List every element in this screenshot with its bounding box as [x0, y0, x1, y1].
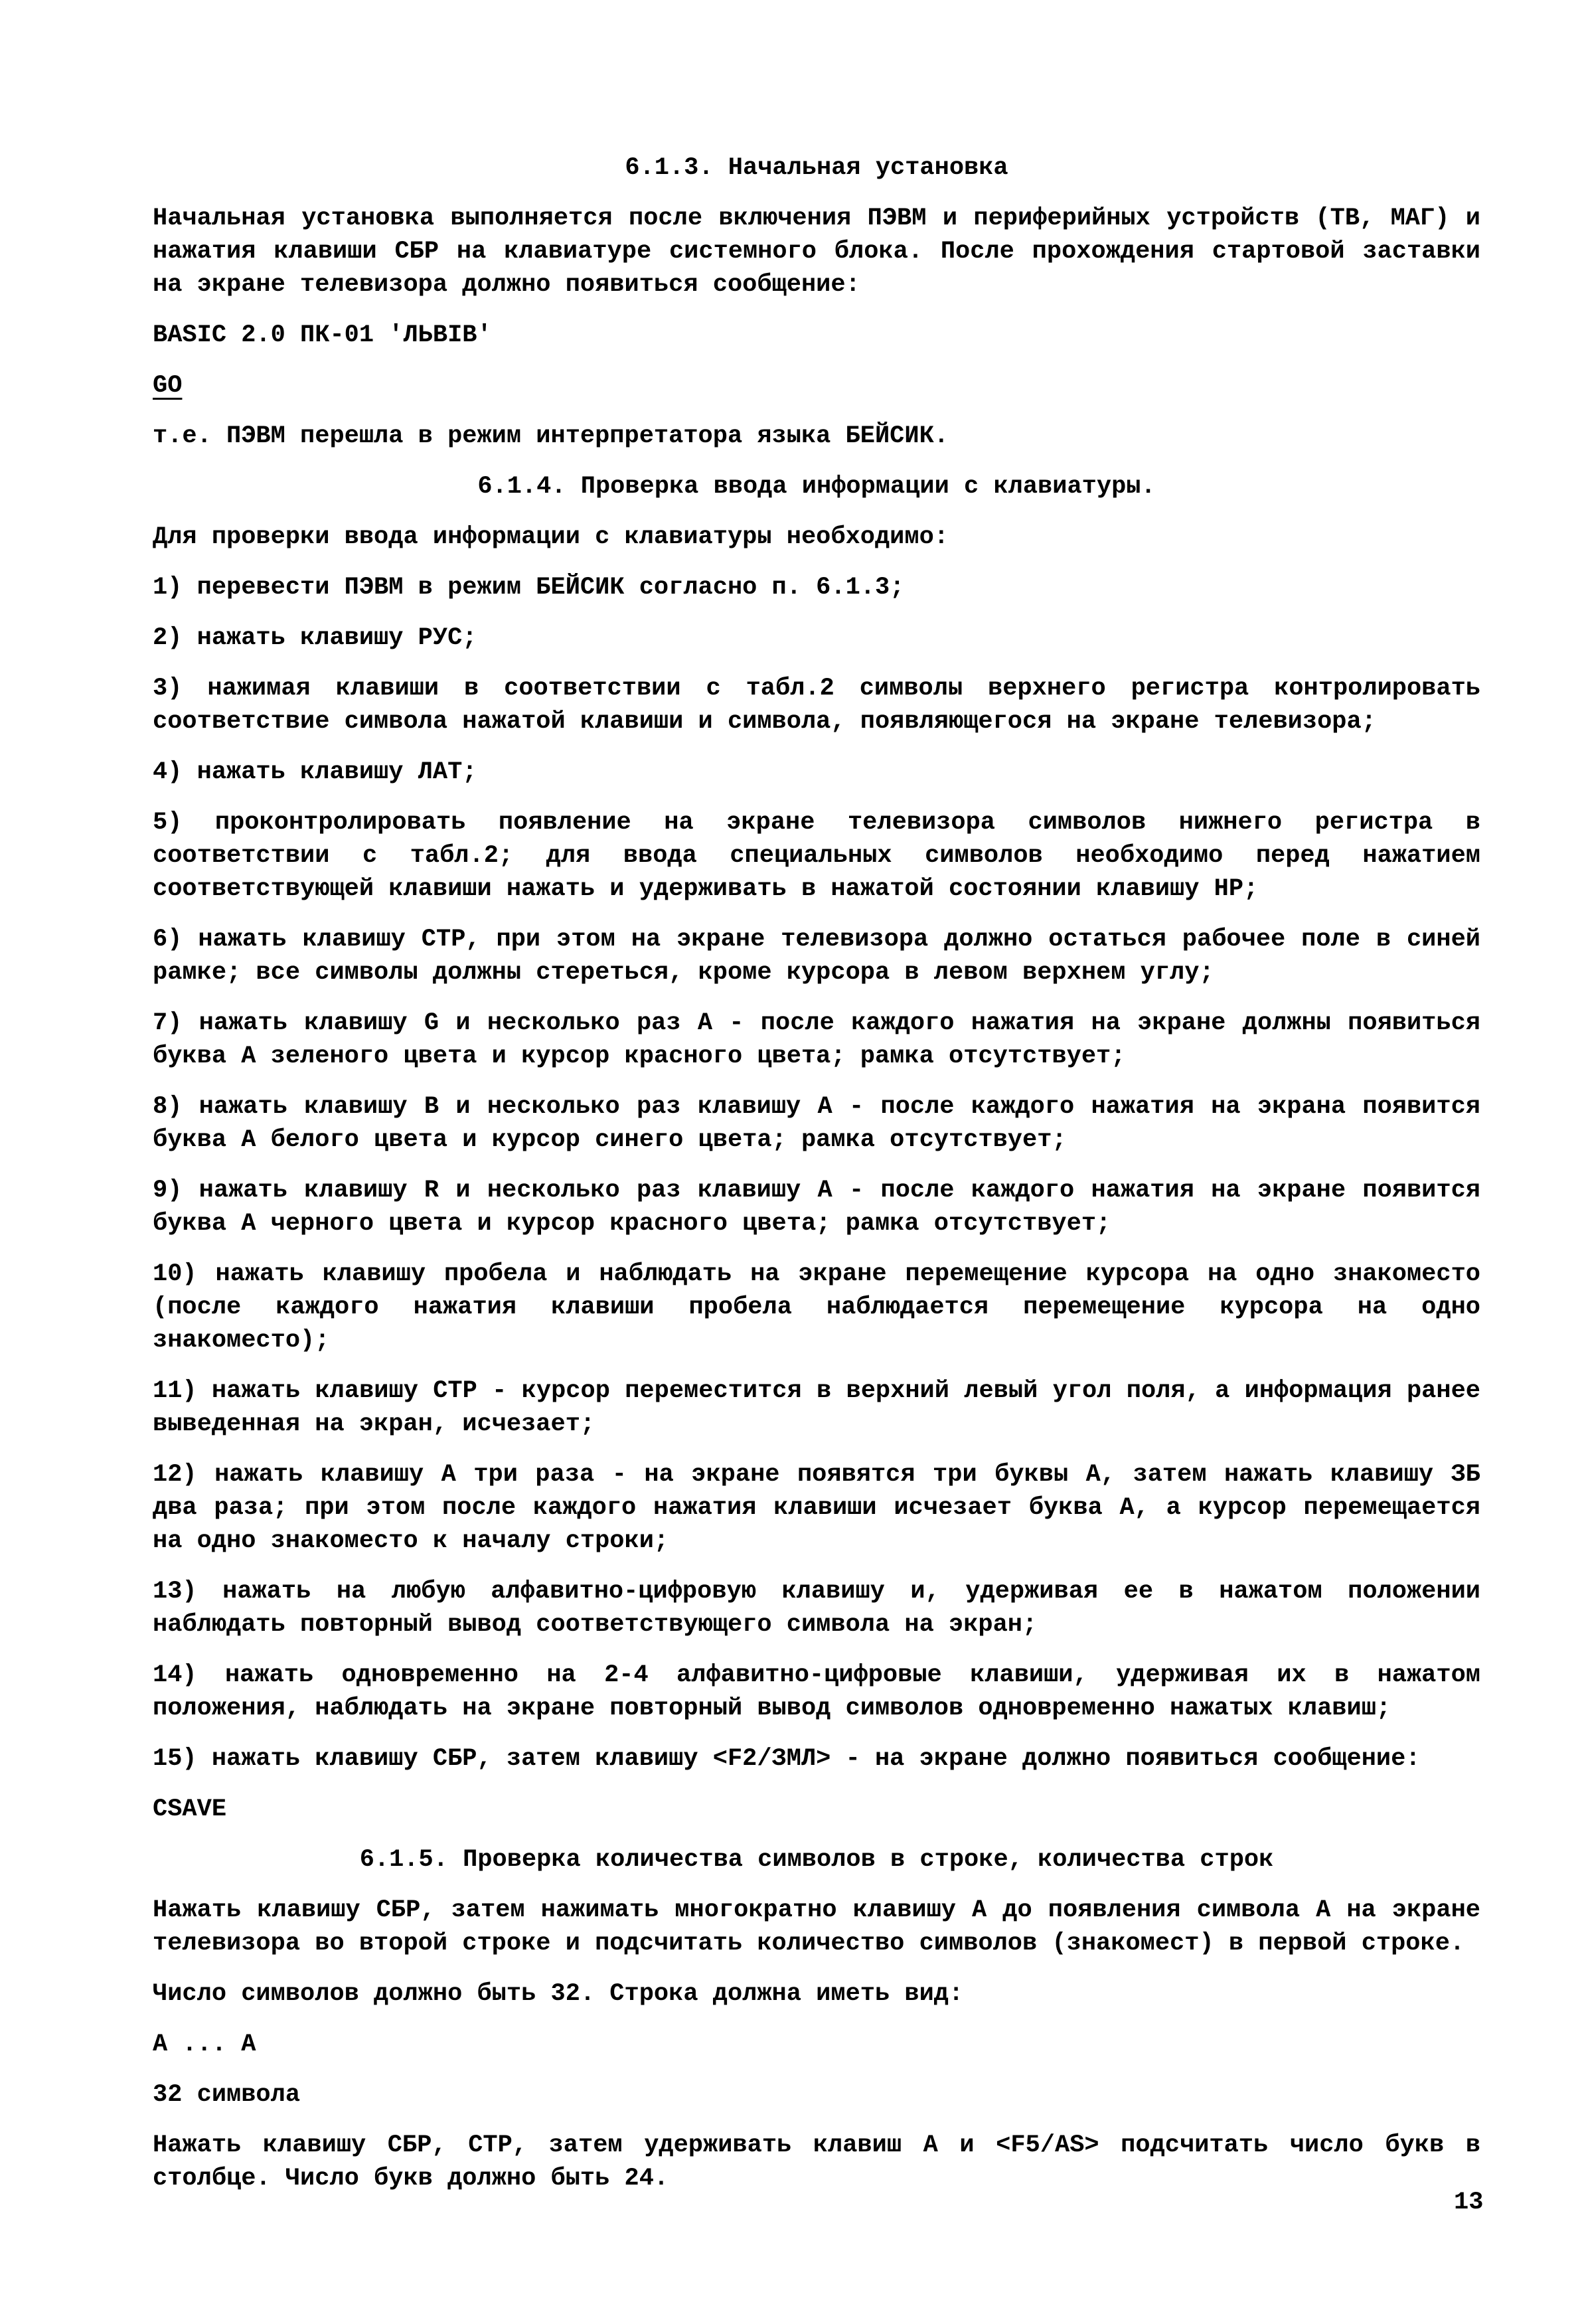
- para-initial-setup: Начальная установка выполняется после включения ПЭВМ и периферийных устройств (ТВ, МАГ) и нажатия клавиши СБР на клавиатуре системного блока. После прохождения стартовой заставки на экране телевизора должно появиться сообщение:: [153, 205, 1480, 299]
- section-heading-6-1-3: 6.1.3. Начальная установка: [625, 154, 1008, 182]
- code-go-line: [153, 369, 1480, 402]
- para-basic-mode: т.е. ПЭВМ перешла в режим интерпретатора языка БЕЙСИК.: [153, 422, 949, 450]
- para-char-count: Число символов должно быть 32. Строка должна иметь вид:: [153, 1980, 964, 2008]
- para-keyboard-check-intro: Для проверки ввода информации с клавиатуры необходимо:: [153, 523, 949, 551]
- list-item-4: 4) нажать клавишу ЛАТ;: [153, 758, 477, 786]
- list-item-14: 14) нажать одновременно на 2-4 алфавитно-цифровые клавиши, удерживая их в нажатом положения, наблюдать на экране повторный вывод символов одновременно нажатых клавиш;: [153, 1661, 1480, 1722]
- page-number: 13: [1454, 2189, 1484, 2216]
- document-body: [153, 151, 1480, 2212]
- para-column-count: Нажать клавишу СБР, СТР, затем удерживать клавиш А и <F5/AS> подсчитать число букв в столбце. Число букв должно быть 24.: [153, 2131, 1480, 2193]
- list-item-6: 6) нажать клавишу СТР, при этом на экране телевизора должно остаться рабочее поле в синей рамке; все символы должны стереться, кроме курсора в левом верхнем углу;: [153, 926, 1480, 987]
- list-item-1: 1) перевести ПЭВМ в режим БЕЙСИК согласно п. 6.1.3;: [153, 574, 905, 602]
- list-item-11: 11) нажать клавишу СТР - курсор переместится в верхний левый угол поля, а информация ранее выведенная на экран, исчезает;: [153, 1377, 1480, 1438]
- list-item-15: 15) нажать клавишу СБР, затем клавишу <F2/ЗМЛ> - на экране должно появиться сообщение:: [153, 1745, 1421, 1773]
- list-item-2: 2) нажать клавишу РУС;: [153, 624, 477, 652]
- list-item-3: 3) нажимая клавиши в соответствии с табл.2 символы верхнего регистра контролировать соответствие символа нажатой клавиши и символа, появляющегося на экране телевизора;: [153, 675, 1480, 736]
- list-item-9: 9) нажать клавишу R и несколько раз клавишу А - после каждого нажатия на экране появится буква А черного цвета и курсор красного цвета; рамка отсутствует;: [153, 1177, 1480, 1238]
- code-a-row: А ... А: [153, 2031, 256, 2058]
- section-heading-6-1-5: 6.1.5. Проверка количества символов в строке, количества строк: [359, 1846, 1274, 1874]
- code-csave: CSAVE: [153, 1795, 227, 1823]
- para-line-count-check: Нажать клавишу СБР, затем нажимать многократно клавишу А до появления символа А на экране телевизора во второй строке и подсчитать количество символов (знакомест) в первой строке.: [153, 1896, 1480, 1957]
- go-prompt: GO: [153, 372, 183, 400]
- list-item-5: 5) проконтролировать появление на экране телевизора символов нижнего регистра в соответствии с табл.2; для ввода специальных символов необходимо перед нажатием соответствующей клавиши нажать и удерживать в нажатой состоянии клавишу НР;: [153, 809, 1480, 903]
- list-item-12: 12) нажать клавишу А три раза - на экране появятся три буквы А, затем нажать клавишу ЗБ два раза; при этом после каждого нажатия клавиши исчезает буква А, а курсор перемещается на одно знакоместо к началу строки;: [153, 1461, 1480, 1555]
- list-item-13: 13) нажать на любую алфавитно-цифровую клавишу и, удерживая ее в нажатом положении наблюдать повторный вывод соответствующего символа на экран;: [153, 1578, 1480, 1639]
- para-32-symbols: 32 символа: [153, 2081, 301, 2109]
- list-item-8: 8) нажать клавишу В и несколько раз клавишу А - после каждого нажатия на экрана появится буква А белого цвета и курсор синего цвета; рамка отсутствует;: [153, 1093, 1480, 1154]
- list-item-10: 10) нажать клавишу пробела и наблюдать на экране перемещение курсора на одно знакоместо (после каждого нажатия клавиши пробела наблюдается перемещение курсора на одно знакоместо);: [153, 1260, 1480, 1355]
- list-item-7: 7) нажать клавишу G и несколько раз А - после каждого нажатия на экране должны появиться буква А зеленого цвета и курсор красного цвета; рамка отсутствует;: [153, 1009, 1480, 1070]
- code-basic-banner: BASIC 2.0 ПК-01 'ЛЬВІВ': [153, 321, 492, 349]
- section-heading-6-1-4: 6.1.4. Проверка ввода информации с клавиатуры.: [477, 473, 1156, 501]
